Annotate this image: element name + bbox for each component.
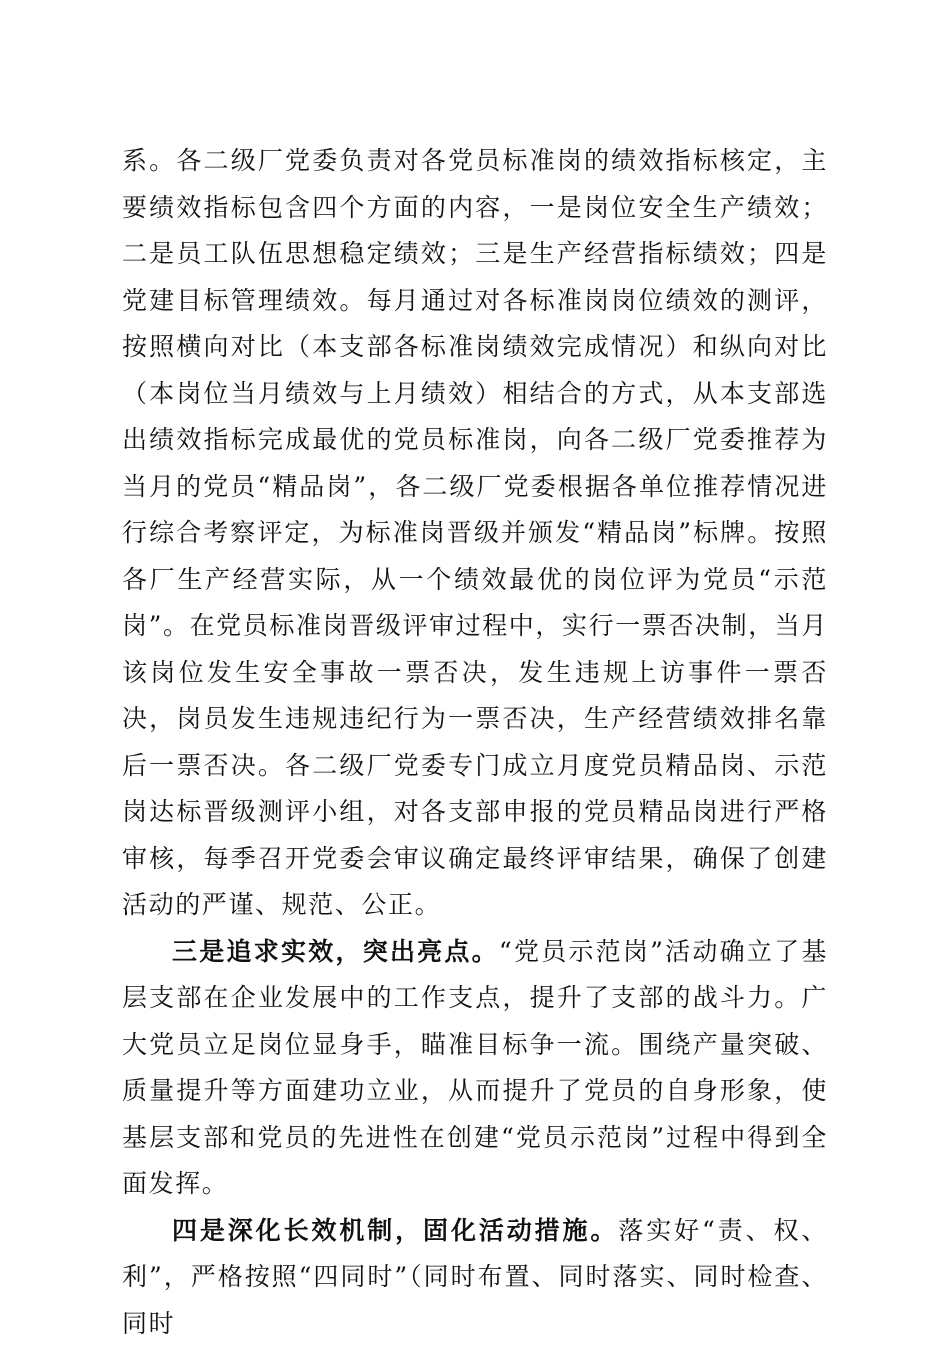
paragraph-continuation xyxy=(122,138,828,929)
paragraph-point-three xyxy=(122,929,828,1208)
paragraph-text: 落实好“责、权、利”，严格按照“四同时”（同时布置、同时落实、同时检查、同时 xyxy=(122,1216,828,1338)
document-body xyxy=(122,138,828,1347)
paragraph-text: 系。各二级厂党委负责对各党员标准岗的绩效指标核定，主要绩效指标包含四个方面的内容，一是岗位安全生产绩效；二是员工队伍思想稳定绩效；三是生产经营指标绩效；四是党建目标管理绩效。每月通过对各标准岗岗位绩效的测评，按照横向对比（本支部各标准岗绩效完成情况）和纵向对比（本岗位当月绩效与上月绩效）相结合的方式，从本支部选出绩效指标完成最优的党员标准岗，向各二级厂党委推荐为当月的党员“精品岗”，各二级厂党委根据各单位推荐情况进行综合考察评定，为标准岗晋级并颁发“精品岗”标牌。按照各厂生产经营实际，从一个绩效最优的岗位评为党员“示范岗”。在党员标准岗晋级评审过程中，实行一票否决制，当月该岗位发生安全事故一票否决，发生违规上访事件一票否决，岗员发生违规违纪行为一票否决，生产经营绩效排名靠后一票否决。各二级厂党委专门成立月度党员精品岗、示范岗达标晋级测评小组，对各支部申报的党员精品岗进行严格审核，每季召开党委会审议确定最终评审结果，确保了创建活动的严谨、规范、公正。 xyxy=(122,146,828,919)
paragraph-text: “党员示范岗”活动确立了基层支部在企业发展中的工作支点，提升了支部的战斗力。广大党员立足岗位显身手，瞄准目标争一流。围绕产量突破、质量提升等方面建功立业，从而提升了党员的自身形象，使基层支部和党员的先进性在创建“党员示范岗”过程中得到全面发挥。 xyxy=(122,937,828,1199)
paragraph-point-four xyxy=(122,1208,828,1347)
paragraph-lead: 三是追求实效，突出亮点。 xyxy=(172,937,499,966)
paragraph-lead: 四是深化长效机制，固化活动措施。 xyxy=(172,1216,618,1245)
